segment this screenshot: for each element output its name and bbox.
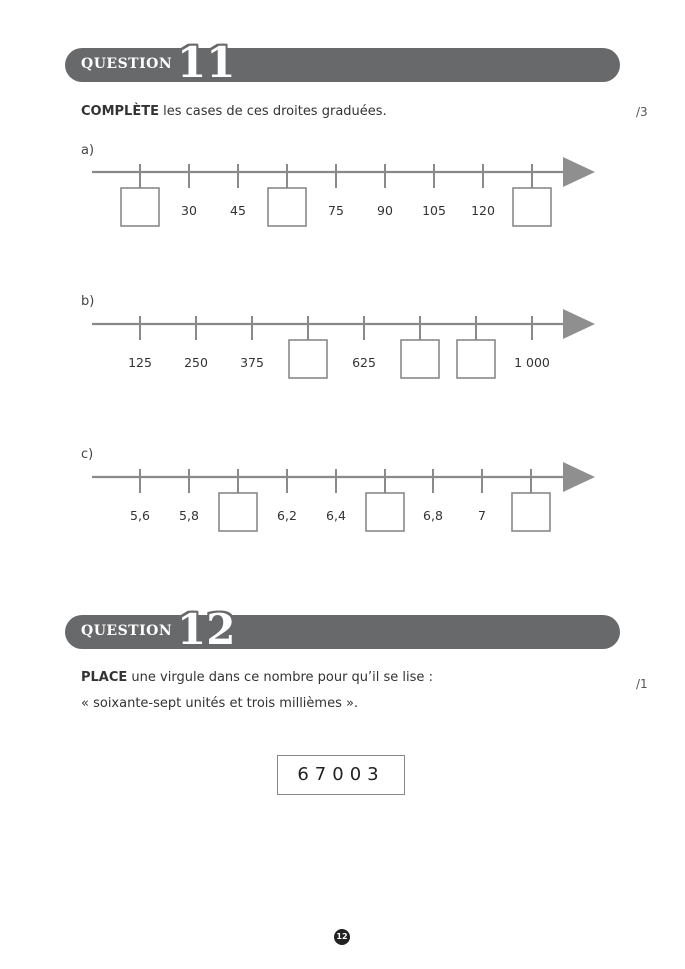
question-12-instruction xyxy=(81,670,433,685)
tick-label: 625 xyxy=(352,355,376,370)
answer-box[interactable] xyxy=(121,188,159,226)
arrow-head xyxy=(563,309,595,339)
arrow-head xyxy=(563,157,595,187)
tick-label: 45 xyxy=(230,203,246,218)
question-12-score: /1 xyxy=(636,677,648,691)
number-line-b xyxy=(0,302,685,392)
question-11-instruction xyxy=(81,104,387,119)
question-number: 11 xyxy=(177,38,236,87)
instruction-keyword: PLACE xyxy=(81,670,128,685)
line-b-letter: b) xyxy=(81,294,95,309)
answer-box[interactable] xyxy=(219,493,257,531)
number-to-punctuate[interactable]: 67003 xyxy=(277,755,405,795)
tick-label: 90 xyxy=(377,203,393,218)
instruction-keyword: COMPLÈTE xyxy=(81,104,159,119)
tick-label: 30 xyxy=(181,203,197,218)
answer-box[interactable] xyxy=(268,188,306,226)
answer-box[interactable] xyxy=(289,340,327,378)
answer-box[interactable] xyxy=(401,340,439,378)
tick-label: 6,2 xyxy=(277,508,297,523)
line-c-letter: c) xyxy=(81,447,94,462)
instruction-text: une virgule dans ce nombre pour qu’il se lise : xyxy=(127,670,433,685)
question-12-instruction-line2: « soixante-sept unités et trois millièmes ». xyxy=(81,696,359,711)
tick-label: 75 xyxy=(328,203,344,218)
tick-label: 7 xyxy=(478,508,486,523)
number-line-c xyxy=(0,455,685,545)
arrow-head xyxy=(563,462,595,492)
tick-label: 5,6 xyxy=(130,508,150,523)
question-12-header xyxy=(65,605,620,654)
answer-box[interactable] xyxy=(366,493,404,531)
page-number: 12 xyxy=(334,929,350,945)
answer-box[interactable] xyxy=(513,188,551,226)
question-11-score: /3 xyxy=(636,105,648,119)
answer-box[interactable] xyxy=(512,493,550,531)
tick-label: 105 xyxy=(422,203,446,218)
line-a-letter: a) xyxy=(81,143,95,158)
tick-label: 125 xyxy=(128,355,152,370)
tick-label: 250 xyxy=(184,355,208,370)
instruction-text: les cases de ces droites graduées. xyxy=(158,104,387,119)
tick-label: 5,8 xyxy=(179,508,199,523)
tick-label: 120 xyxy=(471,203,495,218)
question-11-header xyxy=(65,38,620,87)
question-number: 12 xyxy=(177,605,236,654)
tick-label: 1 000 xyxy=(514,355,550,370)
answer-box[interactable] xyxy=(457,340,495,378)
question-label: QUESTION xyxy=(81,56,173,72)
tick-label: 6,8 xyxy=(423,508,443,523)
tick-label: 375 xyxy=(240,355,264,370)
question-label: QUESTION xyxy=(81,623,173,639)
tick-label: 6,4 xyxy=(326,508,346,523)
number-line-a xyxy=(0,150,685,240)
